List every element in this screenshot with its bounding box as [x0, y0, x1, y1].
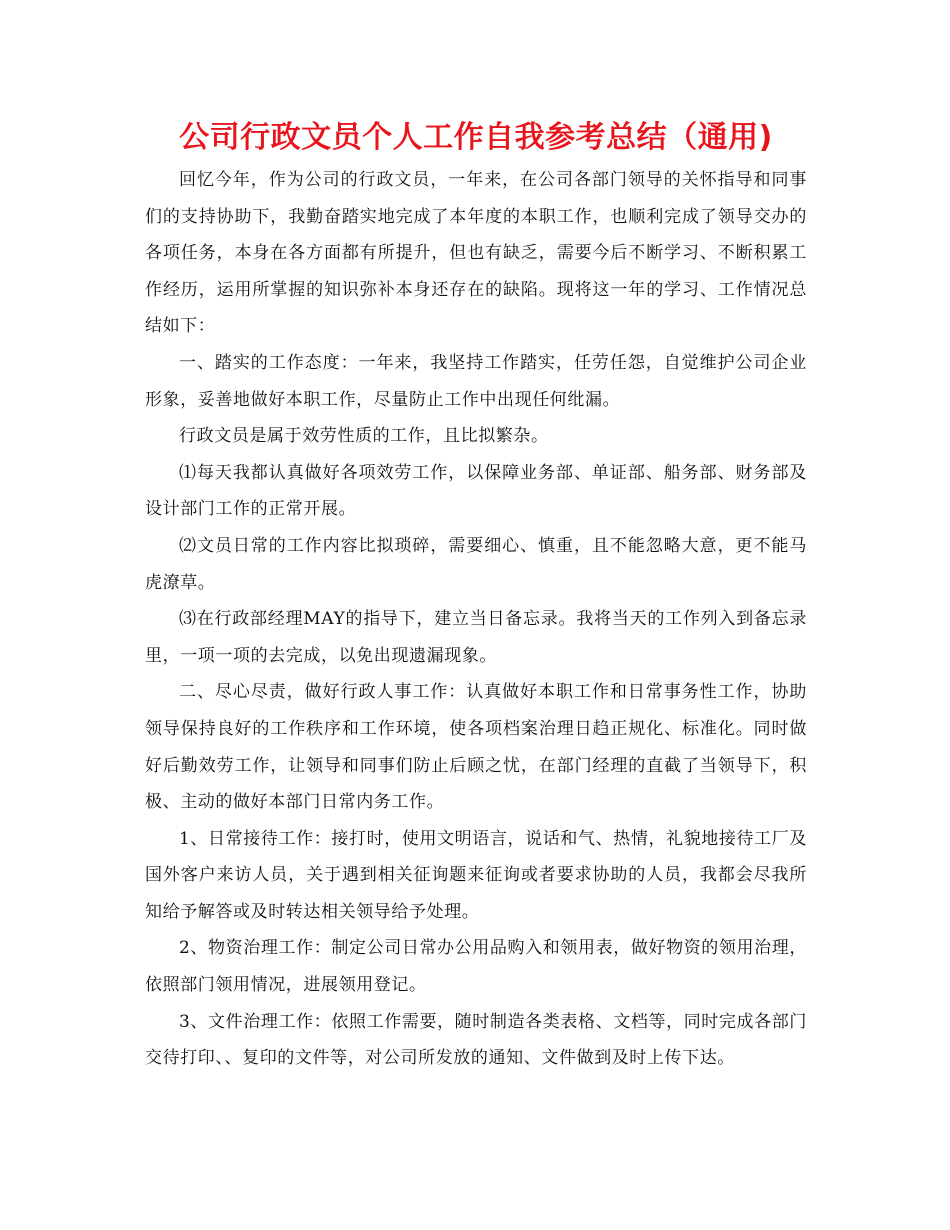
document-page: [145, 118, 807, 1077]
paragraph: 回忆今年，作为公司的行政文员，一年来，在公司各部门领导的关怀指导和同事们的支持协助下，我勤奋踏实地完成了本年度的本职工作，也顺利完成了领导交办的各项任务，本身在各方面都有所提升，但也有缺乏，需要今后不断学习、不断积累工作经历，运用所掌握的知识弥补本身还存在的缺陷。现将这一年的学习、工作情况总结如下：: [145, 170, 807, 337]
paragraph: 2、物资治理工作：制定公司日常办公用品购入和领用表，做好物资的领用治理，依照部门领用情况，进展领用登记。: [145, 938, 807, 996]
document-title: 公司行政文员个人工作自我参考总结（通用): [179, 120, 773, 155]
paragraph: 1、日常接待工作：接打时，使用文明语言，说话和气、热情，礼貌地接待工厂及国外客户来访人员，关于遇到相关征询题来征询或者要求协助的人员，我都会尽我所知给予解答或及时转达相关领导给予处理。: [145, 828, 807, 922]
paragraph: 行政文员是属于效劳性质的工作，且比拟繁杂。: [179, 426, 549, 447]
paragraph: ⑶在行政部经理MAY的指导下，建立当日备忘录。我将当天的工作列入到备忘录里，一项一项的去完成，以免出现遗漏现象。: [145, 609, 807, 666]
paragraph: 3、文件治理工作：依照工作需要，随时制造各类表格、文档等，同时完成各部门交待打印、、复印的文件等，对公司所发放的通知、文件做到及时上传下达。: [145, 1011, 807, 1069]
paragraph: 一、踏实的工作态度：一年来，我坚持工作踏实，任劳任怨，自觉维护公司企业形象，妥善地做好本职工作，尽量防止工作中出现任何纰漏。: [145, 352, 807, 410]
paragraph: 二、尽心尽责，做好行政人事工作：认真做好本职工作和日常事务性工作，协助领导保持良好的工作秩序和工作环境，使各项档案治理日趋正规化、标准化。同时做好后勤效劳工作，让领导和同事们防止后顾之忧，在部门经理的直截了当领导下，积极、主动的做好本部门日常内务工作。: [145, 682, 807, 813]
paragraph: ⑵文员日常的工作内容比拟琐碎，需要细心、慎重，且不能忽略大意，更不能马虎潦草。: [145, 535, 807, 593]
document-body: [145, 162, 807, 1077]
paragraph: ⑴每天我都认真做好各项效劳工作，以保障业务部、单证部、船务部、财务部及设计部门工作的正常开展。: [145, 462, 807, 520]
